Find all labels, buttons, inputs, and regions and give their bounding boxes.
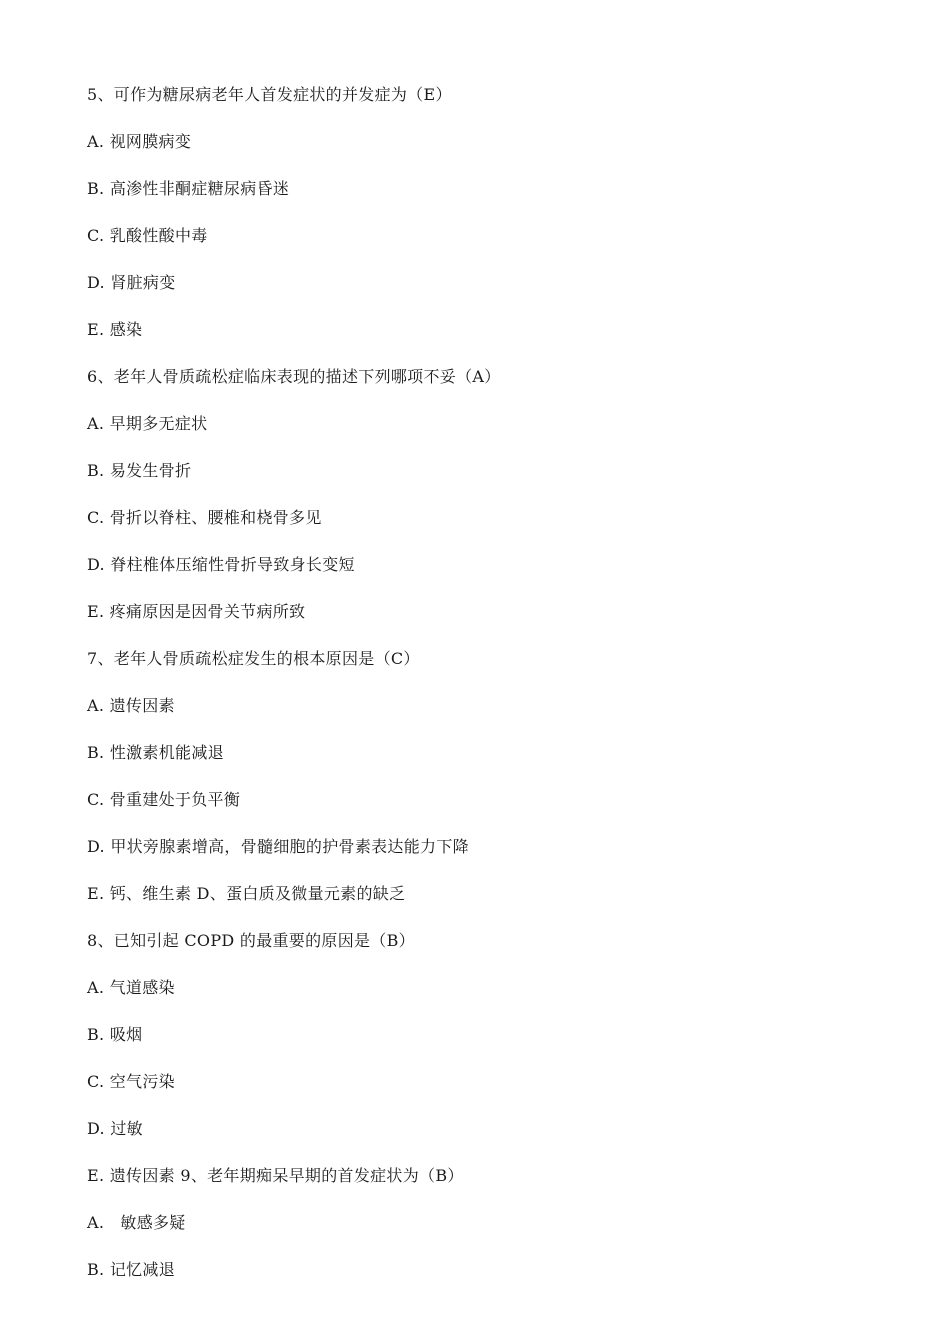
q7-option-d: D. 甲状旁腺素增高，骨髓细胞的护骨素表达能力下降 — [87, 837, 469, 856]
q5-option-d: D. 肾脏病变 — [87, 273, 176, 292]
q6-option-c: C. 骨折以脊柱、腰椎和桡骨多见 — [87, 508, 322, 527]
q8-option-d: D. 过敏 — [87, 1119, 143, 1138]
q7-option-b: B. 性激素机能减退 — [87, 743, 224, 762]
q8-option-b: B. 吸烟 — [87, 1025, 143, 1044]
question-8-stem: 8、已知引起 COPD 的最重要的原因是（B） — [87, 931, 415, 950]
q9-option-b: B. 记忆减退 — [87, 1260, 176, 1279]
q8-option-e-and-question-9-stem: E. 遗传因素 9、老年期痴呆早期的首发症状为（B） — [87, 1166, 464, 1185]
question-5-stem: 5、可作为糖尿病老年人首发症状的并发症为（E） — [87, 85, 452, 104]
q8-option-a: A. 气道感染 — [87, 978, 175, 997]
q9-option-a: A. 敏感多疑 — [87, 1213, 186, 1232]
q5-option-c: C. 乳酸性酸中毒 — [87, 226, 208, 245]
q6-option-b: B. 易发生骨折 — [87, 461, 192, 480]
q5-option-a: A. 视网膜病变 — [87, 132, 192, 151]
q6-option-e: E. 疼痛原因是因骨关节病所致 — [87, 602, 306, 621]
q6-option-d: D. 脊柱椎体压缩性骨折导致身长变短 — [87, 555, 355, 574]
q6-option-a: A. 早期多无症状 — [87, 414, 208, 433]
q7-option-c: C. 骨重建处于负平衡 — [87, 790, 241, 809]
q5-option-e: E. 感染 — [87, 320, 143, 339]
q5-option-b: B. 高渗性非酮症糖尿病昏迷 — [87, 179, 290, 198]
question-6-stem: 6、老年人骨质疏松症临床表现的描述下列哪项不妥（A） — [87, 367, 501, 386]
question-7-stem: 7、老年人骨质疏松症发生的根本原因是（C） — [87, 649, 420, 668]
q7-option-e: E. 钙、维生素 D、蛋白质及微量元素的缺乏 — [87, 884, 406, 903]
q7-option-a: A. 遗传因素 — [87, 696, 175, 715]
q8-option-c: C. 空气污染 — [87, 1072, 175, 1091]
